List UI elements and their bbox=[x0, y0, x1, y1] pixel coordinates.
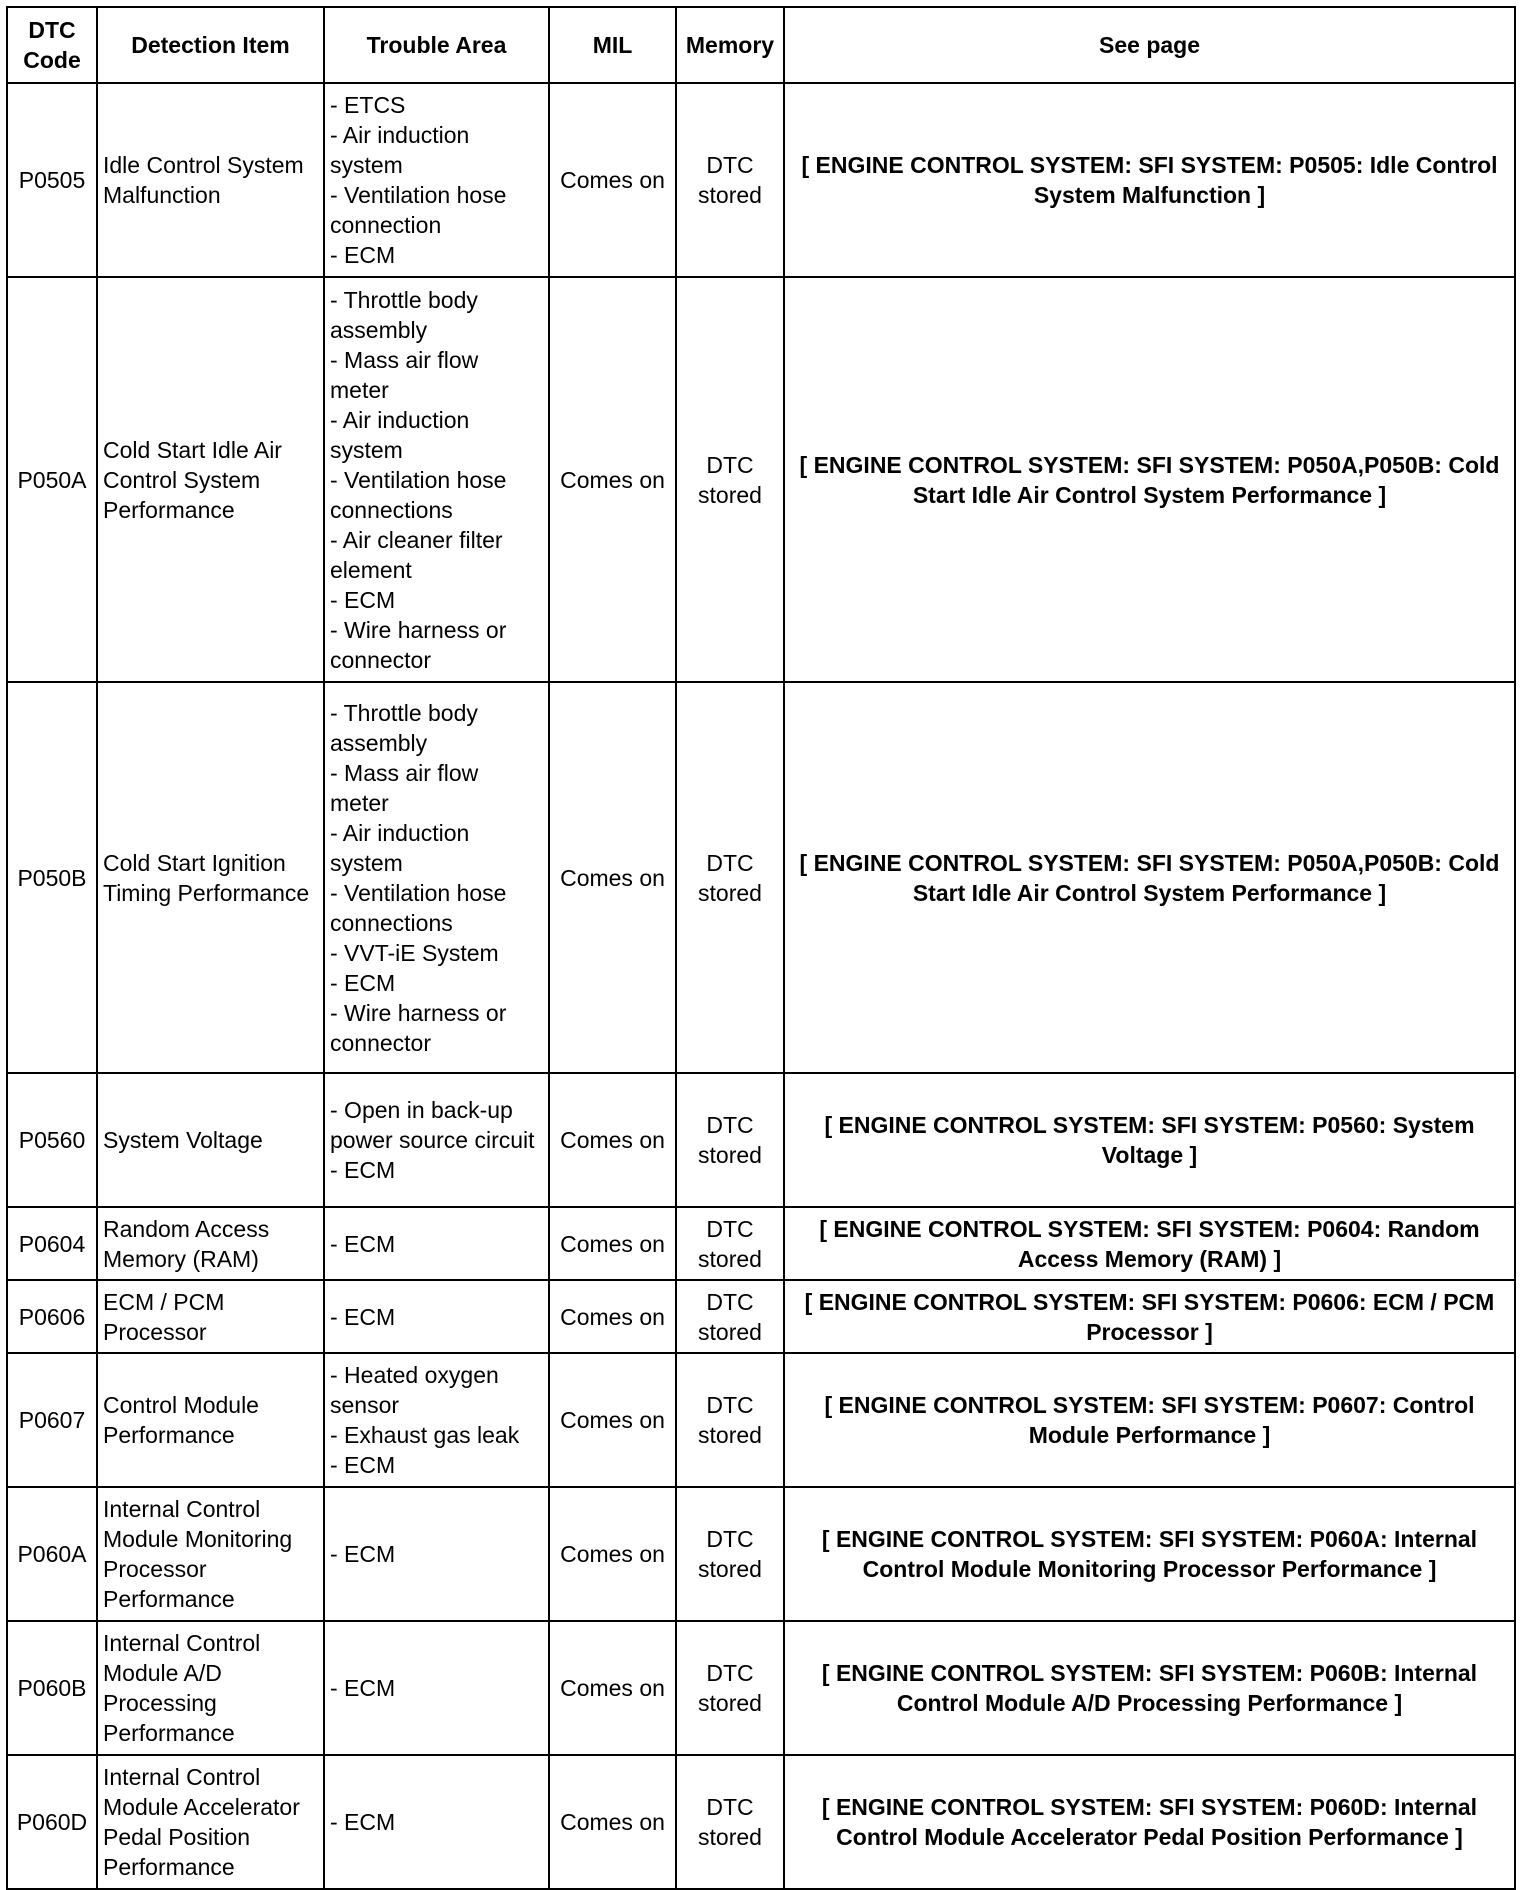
table-row bbox=[7, 1073, 1515, 1207]
dtc-code-cell: P060A bbox=[7, 1487, 97, 1621]
detection-item-cell: ECM / PCM Processor bbox=[97, 1280, 324, 1353]
trouble-area-item: - Wire harness or connector bbox=[330, 616, 507, 673]
memory-text: stored bbox=[698, 1422, 762, 1448]
detection-item-cell: Control Module Performance bbox=[97, 1353, 324, 1487]
trouble-area-item: - Air induction system bbox=[330, 819, 470, 876]
memory-text: stored bbox=[698, 1318, 762, 1345]
detection-item-cell: Internal Control Module Accelerator Pedal Position Performance bbox=[97, 1755, 324, 1889]
detection-item-cell: System Voltage bbox=[97, 1073, 324, 1207]
trouble-area-item: - ECM bbox=[330, 586, 396, 613]
dtc-code-cell: P050A bbox=[7, 277, 97, 682]
trouble-area-item: - Air cleaner filter element bbox=[330, 526, 503, 583]
memory-text: stored bbox=[698, 1824, 762, 1850]
table-row bbox=[7, 682, 1515, 1073]
memory-text: stored bbox=[698, 481, 762, 508]
memory-text: stored bbox=[698, 1245, 762, 1272]
see-page-link: [ ENGINE CONTROL SYSTEM: SFI SYSTEM: P060B: Internal Control Module A/D Processing Performance ] bbox=[784, 1621, 1515, 1755]
trouble-area-item: - Mass air flow meter bbox=[330, 346, 479, 403]
dtc-code-cell: P0505 bbox=[7, 83, 97, 277]
memory-cell bbox=[676, 1073, 784, 1207]
memory-text: DTC bbox=[706, 1112, 754, 1138]
trouble-area-item: - Mass air flow meter bbox=[330, 759, 479, 816]
header-dtc-code-line1: DTC bbox=[28, 17, 76, 43]
trouble-area-item: - ETCS bbox=[330, 92, 406, 118]
memory-cell bbox=[676, 277, 784, 682]
memory-cell bbox=[676, 1755, 784, 1889]
trouble-area-item: - Wire harness or connector bbox=[330, 999, 507, 1056]
memory-text: stored bbox=[698, 1690, 762, 1716]
header-row bbox=[7, 7, 1515, 83]
see-page-link: [ ENGINE CONTROL SYSTEM: SFI SYSTEM: P050A,P050B: Cold Start Idle Air Control System Performance ] bbox=[784, 277, 1515, 682]
see-page-link: [ ENGINE CONTROL SYSTEM: SFI SYSTEM: P060D: Internal Control Module Accelerator Pedal Position Performance ] bbox=[784, 1755, 1515, 1889]
see-page-link: [ ENGINE CONTROL SYSTEM: SFI SYSTEM: P0606: ECM / PCM Processor ] bbox=[784, 1280, 1515, 1353]
table-row bbox=[7, 1487, 1515, 1621]
memory-text: DTC bbox=[706, 1794, 754, 1820]
see-page-link: [ ENGINE CONTROL SYSTEM: SFI SYSTEM: P050A,P050B: Cold Start Idle Air Control System Performance ] bbox=[784, 682, 1515, 1073]
memory-text: DTC bbox=[706, 1660, 754, 1686]
see-page-link: [ ENGINE CONTROL SYSTEM: SFI SYSTEM: P0607: Control Module Performance ] bbox=[784, 1353, 1515, 1487]
dtc-code-cell: P0607 bbox=[7, 1353, 97, 1487]
header-trouble-area: Trouble Area bbox=[324, 7, 549, 83]
mil-cell: Comes on bbox=[549, 1621, 676, 1755]
mil-cell: Comes on bbox=[549, 1755, 676, 1889]
memory-text: stored bbox=[698, 1142, 762, 1168]
trouble-area-cell bbox=[324, 1621, 549, 1755]
trouble-area-cell bbox=[324, 83, 549, 277]
trouble-area-cell bbox=[324, 1353, 549, 1487]
see-page-link: [ ENGINE CONTROL SYSTEM: SFI SYSTEM: P0505: Idle Control System Malfunction ] bbox=[784, 83, 1515, 277]
table-row bbox=[7, 277, 1515, 682]
dtc-code-cell: P0560 bbox=[7, 1073, 97, 1207]
header-dtc-code-line2: Code bbox=[23, 47, 81, 73]
trouble-area-item: - ECM bbox=[330, 1230, 396, 1257]
memory-text: DTC bbox=[706, 152, 754, 178]
mil-cell: Comes on bbox=[549, 83, 676, 277]
trouble-area-item: - Throttle body assembly bbox=[330, 286, 478, 343]
memory-text: stored bbox=[698, 1556, 762, 1582]
table-row bbox=[7, 1755, 1515, 1889]
memory-text: DTC bbox=[706, 1215, 754, 1242]
memory-cell bbox=[676, 1207, 784, 1280]
dtc-code-cell: P0606 bbox=[7, 1280, 97, 1353]
header-dtc-code bbox=[7, 7, 97, 83]
trouble-area-item: - Throttle body assembly bbox=[330, 699, 478, 756]
table-row bbox=[7, 1207, 1515, 1280]
detection-item-cell: Random Access Memory (RAM) bbox=[97, 1207, 324, 1280]
trouble-area-item: - Ventilation hose connections bbox=[330, 879, 507, 936]
table-row bbox=[7, 83, 1515, 277]
memory-text: stored bbox=[698, 879, 762, 906]
trouble-area-item: - Open in back-up power source circuit bbox=[330, 1097, 535, 1153]
see-page-link: [ ENGINE CONTROL SYSTEM: SFI SYSTEM: P0560: System Voltage ] bbox=[784, 1073, 1515, 1207]
trouble-area-item: - ECM bbox=[330, 1303, 396, 1330]
memory-cell bbox=[676, 1353, 784, 1487]
memory-cell bbox=[676, 1487, 784, 1621]
memory-text: DTC bbox=[706, 1288, 754, 1315]
see-page-link: [ ENGINE CONTROL SYSTEM: SFI SYSTEM: P060A: Internal Control Module Monitoring Processor Performance ] bbox=[784, 1487, 1515, 1621]
trouble-area-item: - ECM bbox=[330, 969, 396, 996]
trouble-area-cell bbox=[324, 1755, 549, 1889]
dtc-code-cell: P050B bbox=[7, 682, 97, 1073]
trouble-area-item: - Air induction system bbox=[330, 406, 470, 463]
dtc-code-cell: P060B bbox=[7, 1621, 97, 1755]
trouble-area-item: - ECM bbox=[330, 1157, 396, 1183]
dtc-code-cell: P060D bbox=[7, 1755, 97, 1889]
trouble-area-item: - VVT-iE System bbox=[330, 939, 499, 966]
memory-cell bbox=[676, 1621, 784, 1755]
header-mil: MIL bbox=[549, 7, 676, 83]
dtc-code-cell: P0604 bbox=[7, 1207, 97, 1280]
trouble-area-cell bbox=[324, 1280, 549, 1353]
trouble-area-item: - Ventilation hose connections bbox=[330, 466, 507, 523]
mil-cell: Comes on bbox=[549, 1353, 676, 1487]
trouble-area-item: - Exhaust gas leak bbox=[330, 1422, 520, 1448]
memory-text: stored bbox=[698, 182, 762, 208]
detection-item-cell: Internal Control Module Monitoring Processor Performance bbox=[97, 1487, 324, 1621]
dtc-table bbox=[6, 6, 1516, 1890]
header-see-page: See page bbox=[784, 7, 1515, 83]
memory-text: DTC bbox=[706, 1392, 754, 1418]
trouble-area-cell bbox=[324, 682, 549, 1073]
memory-cell bbox=[676, 1280, 784, 1353]
table-row bbox=[7, 1280, 1515, 1353]
mil-cell: Comes on bbox=[549, 277, 676, 682]
header-detection-item: Detection Item bbox=[97, 7, 324, 83]
table-row bbox=[7, 1621, 1515, 1755]
table-body bbox=[7, 83, 1515, 1889]
mil-cell: Comes on bbox=[549, 1073, 676, 1207]
detection-item-cell: Cold Start Ignition Timing Performance bbox=[97, 682, 324, 1073]
memory-cell bbox=[676, 83, 784, 277]
mil-cell: Comes on bbox=[549, 1207, 676, 1280]
trouble-area-item: - Heated oxygen sensor bbox=[330, 1362, 499, 1418]
header-memory: Memory bbox=[676, 7, 784, 83]
table-row bbox=[7, 1353, 1515, 1487]
mil-cell: Comes on bbox=[549, 682, 676, 1073]
trouble-area-cell bbox=[324, 1073, 549, 1207]
memory-text: DTC bbox=[706, 849, 754, 876]
trouble-area-item: - ECM bbox=[330, 242, 396, 268]
trouble-area-cell bbox=[324, 277, 549, 682]
trouble-area-item: - ECM bbox=[330, 1452, 396, 1478]
trouble-area-item: - ECM bbox=[330, 1809, 396, 1835]
memory-text: DTC bbox=[706, 451, 754, 478]
see-page-link: [ ENGINE CONTROL SYSTEM: SFI SYSTEM: P0604: Random Access Memory (RAM) ] bbox=[784, 1207, 1515, 1280]
trouble-area-cell bbox=[324, 1487, 549, 1621]
detection-item-cell: Internal Control Module A/D Processing Performance bbox=[97, 1621, 324, 1755]
mil-cell: Comes on bbox=[549, 1487, 676, 1621]
detection-item-cell: Idle Control System Malfunction bbox=[97, 83, 324, 277]
memory-text: DTC bbox=[706, 1526, 754, 1552]
trouble-area-item: - Ventilation hose connection bbox=[330, 182, 507, 238]
trouble-area-cell bbox=[324, 1207, 549, 1280]
trouble-area-item: - ECM bbox=[330, 1675, 396, 1701]
trouble-area-item: - ECM bbox=[330, 1541, 396, 1567]
trouble-area-item: - Air induction system bbox=[330, 122, 470, 178]
detection-item-cell: Cold Start Idle Air Control System Performance bbox=[97, 277, 324, 682]
memory-cell bbox=[676, 682, 784, 1073]
mil-cell: Comes on bbox=[549, 1280, 676, 1353]
